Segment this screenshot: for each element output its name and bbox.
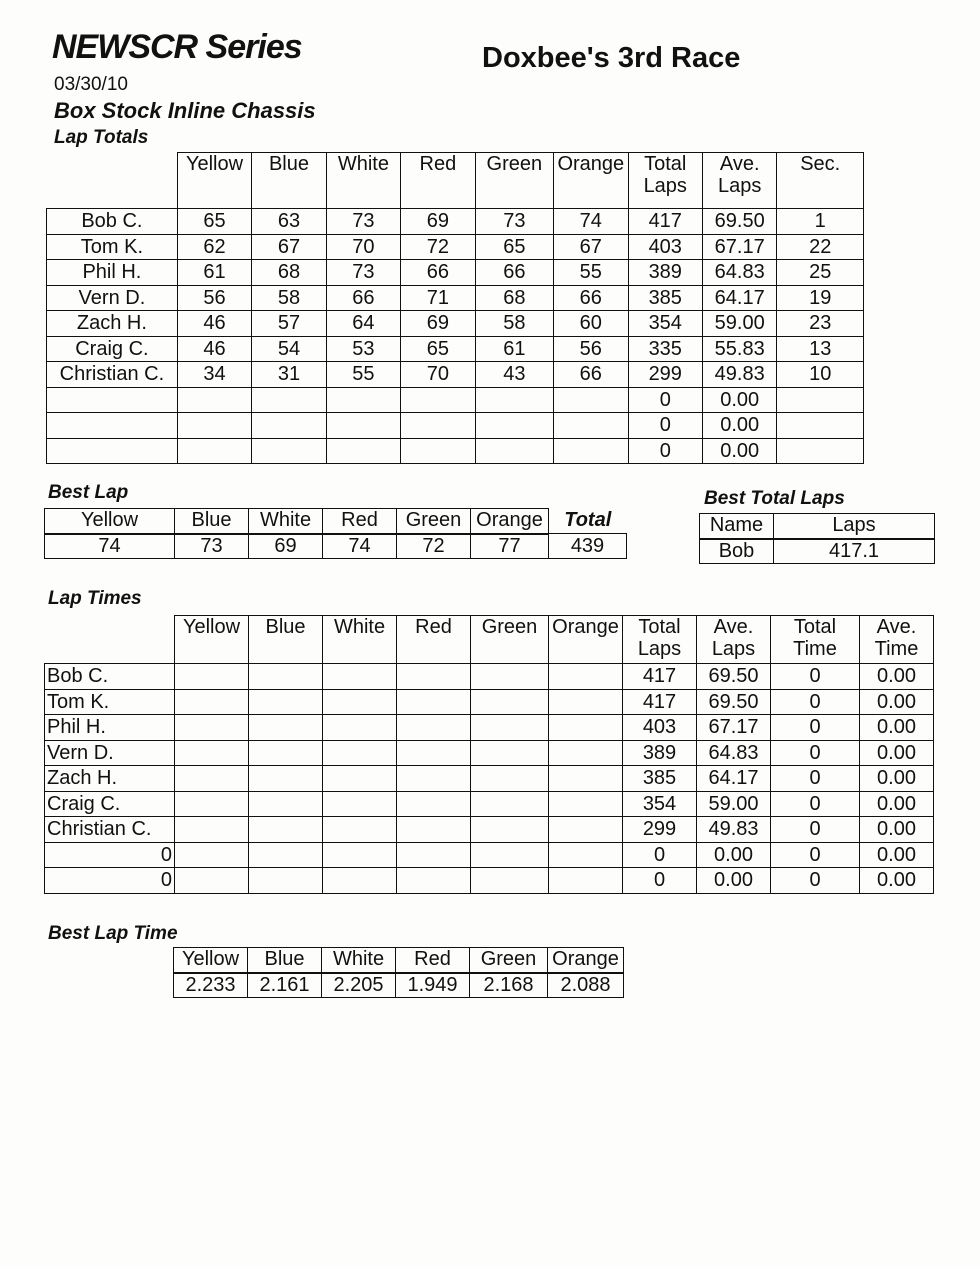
lap-times-cell: 69.50 bbox=[697, 664, 771, 690]
lap-totals-cell bbox=[177, 438, 251, 464]
lap-times-cell: 385 bbox=[623, 766, 697, 792]
lap-totals-cell bbox=[252, 413, 326, 439]
lap-totals-cell: 335 bbox=[628, 336, 702, 362]
lap-times-cell: 417 bbox=[623, 689, 697, 715]
lap-totals-row bbox=[47, 413, 864, 439]
lap-totals-cell bbox=[252, 387, 326, 413]
lap-times-cell bbox=[249, 868, 323, 894]
lap-times-cell bbox=[175, 791, 249, 817]
lap-totals-cell bbox=[326, 387, 400, 413]
lap-times-cell: 0.00 bbox=[697, 868, 771, 894]
lap-totals-cell: 61 bbox=[475, 336, 553, 362]
lap-times-cell: 0 bbox=[623, 868, 697, 894]
lap-totals-cell bbox=[475, 387, 553, 413]
best-lap-time-col-header: Yellow bbox=[174, 948, 248, 973]
lap-times-row bbox=[45, 791, 934, 817]
lap-times-col-header: Total Time bbox=[771, 616, 860, 664]
lap-times-cell bbox=[249, 740, 323, 766]
lap-times-cell bbox=[549, 868, 623, 894]
lap-times-cell: 0.00 bbox=[697, 842, 771, 868]
lap-times-cell bbox=[397, 689, 471, 715]
best-lap-col-header: Red bbox=[323, 509, 397, 534]
lap-times-cell bbox=[175, 740, 249, 766]
lap-times-cell bbox=[175, 868, 249, 894]
lap-totals-row bbox=[47, 234, 864, 260]
lap-totals-cell: 73 bbox=[475, 209, 553, 235]
best-lap-time-col-header: Blue bbox=[248, 948, 322, 973]
lap-times-row bbox=[45, 868, 934, 894]
lap-times-cell bbox=[397, 766, 471, 792]
lap-totals-cell bbox=[177, 413, 251, 439]
lap-times-cell bbox=[397, 842, 471, 868]
lap-totals-cell: 56 bbox=[177, 285, 251, 311]
lap-times-cell bbox=[549, 740, 623, 766]
lap-totals-cell: 22 bbox=[777, 234, 864, 260]
lap-times-cell bbox=[471, 791, 549, 817]
lap-times-cell bbox=[175, 715, 249, 741]
lap-times-cell: 67.17 bbox=[697, 715, 771, 741]
lap-times-cell bbox=[323, 766, 397, 792]
lap-times-cell bbox=[397, 868, 471, 894]
lap-totals-cell: 10 bbox=[777, 362, 864, 388]
lap-totals-cell: 67.17 bbox=[702, 234, 776, 260]
lap-times-cell bbox=[323, 868, 397, 894]
lap-times-cell: 0.00 bbox=[860, 817, 934, 843]
lap-totals-cell: 56 bbox=[554, 336, 628, 362]
lap-times-cell: 0.00 bbox=[860, 715, 934, 741]
lap-totals-cell: 66 bbox=[475, 260, 553, 286]
lap-times-cell bbox=[249, 689, 323, 715]
lap-totals-cell bbox=[252, 438, 326, 464]
best-lap-value: 74 bbox=[323, 534, 397, 559]
lap-times-col-header: White bbox=[323, 616, 397, 664]
lap-totals-cell: 0 bbox=[628, 438, 702, 464]
lap-totals-cell: 66 bbox=[401, 260, 475, 286]
lap-times-cell: 64.83 bbox=[697, 740, 771, 766]
lap-totals-cell: 71 bbox=[401, 285, 475, 311]
lap-totals-cell: 67 bbox=[252, 234, 326, 260]
lap-totals-cell: 63 bbox=[252, 209, 326, 235]
best-lap-time-label: Best Lap Time bbox=[48, 923, 178, 944]
lap-times-label: Lap Times bbox=[48, 588, 142, 609]
lap-totals-cell: 74 bbox=[554, 209, 628, 235]
series-title: NEWSCR Series bbox=[52, 28, 302, 66]
best-lap-time-value: 2.088 bbox=[548, 973, 624, 998]
lap-times-cell bbox=[397, 715, 471, 741]
lap-totals-cell bbox=[475, 413, 553, 439]
lap-totals-cell bbox=[554, 413, 628, 439]
racer-name: Christian C. bbox=[47, 362, 178, 388]
lap-totals-cell: 65 bbox=[401, 336, 475, 362]
lap-times-cell bbox=[397, 740, 471, 766]
lap-times-cell: 49.83 bbox=[697, 817, 771, 843]
lap-times-cell bbox=[175, 664, 249, 690]
lap-totals-cell: 64.83 bbox=[702, 260, 776, 286]
lap-totals-col-header: Blue bbox=[252, 153, 326, 209]
lap-times-row bbox=[45, 664, 934, 690]
lap-totals-cell: 403 bbox=[628, 234, 702, 260]
lap-totals-cell: 385 bbox=[628, 285, 702, 311]
lap-totals-cell bbox=[177, 387, 251, 413]
lap-times-cell: 0 bbox=[771, 664, 860, 690]
best-lap-time-col-header: White bbox=[322, 948, 396, 973]
lap-totals-cell: 389 bbox=[628, 260, 702, 286]
lap-times-row bbox=[45, 689, 934, 715]
racer-name: Zach H. bbox=[45, 766, 175, 792]
racer-name: Vern D. bbox=[47, 285, 178, 311]
best-lap-time-value: 2.205 bbox=[322, 973, 396, 998]
lap-totals-cell: 19 bbox=[777, 285, 864, 311]
lap-totals-cell: 54 bbox=[252, 336, 326, 362]
lap-times-cell bbox=[249, 715, 323, 741]
lap-times-col-header: Red bbox=[397, 616, 471, 664]
lap-times-cell: 64.17 bbox=[697, 766, 771, 792]
best-total-laps: 417.1 bbox=[774, 539, 935, 564]
lap-totals-cell: 64 bbox=[326, 311, 400, 337]
lap-totals-cell: 73 bbox=[326, 260, 400, 286]
lap-times-cell bbox=[323, 664, 397, 690]
lap-totals-col-header: Yellow bbox=[177, 153, 251, 209]
lap-times-cell: 0 bbox=[771, 766, 860, 792]
lap-totals-col-header: Red bbox=[401, 153, 475, 209]
lap-times-cell bbox=[323, 689, 397, 715]
lap-totals-cell: 25 bbox=[777, 260, 864, 286]
best-lap-table bbox=[44, 508, 627, 559]
lap-totals-cell: 70 bbox=[326, 234, 400, 260]
lap-times-cell bbox=[323, 817, 397, 843]
lap-times-cell: 0 bbox=[771, 791, 860, 817]
lap-times-cell: 0 bbox=[771, 842, 860, 868]
best-lap-value: 74 bbox=[45, 534, 175, 559]
best-total-laps-table bbox=[699, 513, 935, 564]
racer-name: 0 bbox=[45, 842, 175, 868]
class-title: Box Stock Inline Chassis bbox=[54, 98, 316, 123]
racer-name: Tom K. bbox=[45, 689, 175, 715]
lap-times-cell bbox=[471, 740, 549, 766]
lap-times-cell bbox=[549, 715, 623, 741]
lap-totals-label: Lap Totals bbox=[54, 127, 149, 148]
lap-times-cell: 0 bbox=[771, 740, 860, 766]
lap-times-cell: 0.00 bbox=[860, 842, 934, 868]
lap-times-cell bbox=[471, 842, 549, 868]
lap-times-cell: 0.00 bbox=[860, 766, 934, 792]
racer-name bbox=[47, 387, 178, 413]
lap-times-cell bbox=[471, 766, 549, 792]
lap-times-cell bbox=[323, 715, 397, 741]
lap-totals-cell: 58 bbox=[475, 311, 553, 337]
lap-totals-cell bbox=[777, 387, 864, 413]
best-lap-time-col-header: Red bbox=[396, 948, 470, 973]
lap-totals-cell bbox=[475, 438, 553, 464]
lap-times-cell: 69.50 bbox=[697, 689, 771, 715]
lap-totals-cell bbox=[401, 413, 475, 439]
best-lap-col-header: Green bbox=[397, 509, 471, 534]
best-lap-value: 77 bbox=[471, 534, 549, 559]
lap-times-cell bbox=[249, 791, 323, 817]
lap-times-row bbox=[45, 715, 934, 741]
racer-name: Christian C. bbox=[45, 817, 175, 843]
lap-totals-col-header: Orange bbox=[554, 153, 628, 209]
lap-times-cell bbox=[549, 817, 623, 843]
best-lap-time-table bbox=[173, 947, 624, 998]
lap-totals-cell: 55 bbox=[554, 260, 628, 286]
racer-name bbox=[47, 438, 178, 464]
lap-totals-row bbox=[47, 311, 864, 337]
lap-totals-col-header: Green bbox=[475, 153, 553, 209]
lap-totals-cell: 1 bbox=[777, 209, 864, 235]
lap-times-row bbox=[45, 842, 934, 868]
lap-totals-cell: 69.50 bbox=[702, 209, 776, 235]
racer-name: Zach H. bbox=[47, 311, 178, 337]
lap-totals-cell: 49.83 bbox=[702, 362, 776, 388]
best-lap-label: Best Lap bbox=[48, 482, 129, 503]
lap-times-cell: 417 bbox=[623, 664, 697, 690]
lap-times-col-header: Ave. Laps bbox=[697, 616, 771, 664]
lap-totals-table bbox=[46, 152, 864, 464]
lap-times-cell bbox=[549, 689, 623, 715]
lap-times-cell: 354 bbox=[623, 791, 697, 817]
lap-totals-cell: 68 bbox=[475, 285, 553, 311]
lap-totals-cell: 61 bbox=[177, 260, 251, 286]
lap-totals-cell: 0 bbox=[628, 387, 702, 413]
best-lap-time-value: 1.949 bbox=[396, 973, 470, 998]
lap-totals-cell: 65 bbox=[177, 209, 251, 235]
best-lap-value: 73 bbox=[175, 534, 249, 559]
lap-totals-col-header: Total Laps bbox=[628, 153, 702, 209]
lap-totals-row bbox=[47, 362, 864, 388]
lap-times-cell bbox=[323, 842, 397, 868]
lap-totals-row bbox=[47, 260, 864, 286]
lap-times-row bbox=[45, 740, 934, 766]
best-total-name-header: Name bbox=[700, 514, 774, 539]
lap-times-cell: 0 bbox=[623, 842, 697, 868]
lap-times-cell bbox=[549, 842, 623, 868]
lap-totals-cell: 46 bbox=[177, 336, 251, 362]
lap-totals-cell: 0.00 bbox=[702, 413, 776, 439]
lap-times-col-header: Yellow bbox=[175, 616, 249, 664]
lap-totals-cell: 66 bbox=[326, 285, 400, 311]
lap-times-col-header: Blue bbox=[249, 616, 323, 664]
best-lap-time-value: 2.161 bbox=[248, 973, 322, 998]
lap-totals-cell: 53 bbox=[326, 336, 400, 362]
lap-times-cell: 0 bbox=[771, 689, 860, 715]
lap-totals-cell: 65 bbox=[475, 234, 553, 260]
racer-name: 0 bbox=[45, 868, 175, 894]
lap-totals-cell: 299 bbox=[628, 362, 702, 388]
lap-times-cell bbox=[471, 689, 549, 715]
lap-totals-col-header: Ave. Laps bbox=[702, 153, 776, 209]
lap-times-cell bbox=[549, 791, 623, 817]
lap-totals-cell: 62 bbox=[177, 234, 251, 260]
lap-totals-cell: 60 bbox=[554, 311, 628, 337]
lap-totals-cell: 55.83 bbox=[702, 336, 776, 362]
racer-name: Craig C. bbox=[45, 791, 175, 817]
racer-name: Vern D. bbox=[45, 740, 175, 766]
best-lap-col-header: Yellow bbox=[45, 509, 175, 534]
lap-times-col-header: Ave. Time bbox=[860, 616, 934, 664]
lap-totals-cell: 354 bbox=[628, 311, 702, 337]
racer-name: Bob C. bbox=[47, 209, 178, 235]
lap-totals-row bbox=[47, 387, 864, 413]
lap-totals-cell: 69 bbox=[401, 209, 475, 235]
lap-totals-cell: 34 bbox=[177, 362, 251, 388]
best-lap-value: 72 bbox=[397, 534, 471, 559]
lap-totals-cell: 43 bbox=[475, 362, 553, 388]
lap-totals-cell bbox=[554, 438, 628, 464]
lap-times-cell: 299 bbox=[623, 817, 697, 843]
lap-totals-cell: 417 bbox=[628, 209, 702, 235]
lap-times-cell bbox=[323, 740, 397, 766]
lap-totals-cell: 66 bbox=[554, 362, 628, 388]
lap-totals-cell: 0 bbox=[628, 413, 702, 439]
lap-times-cell bbox=[249, 664, 323, 690]
best-total-name: Bob bbox=[700, 539, 774, 564]
lap-totals-cell: 46 bbox=[177, 311, 251, 337]
lap-totals-row bbox=[47, 285, 864, 311]
lap-totals-cell bbox=[326, 438, 400, 464]
lap-times-cell: 0 bbox=[771, 715, 860, 741]
lap-totals-col-header: White bbox=[326, 153, 400, 209]
racer-name: Tom K. bbox=[47, 234, 178, 260]
lap-times-cell: 0.00 bbox=[860, 664, 934, 690]
lap-times-table bbox=[44, 615, 934, 894]
lap-times-cell bbox=[397, 817, 471, 843]
lap-totals-cell: 66 bbox=[554, 285, 628, 311]
lap-totals-cell: 58 bbox=[252, 285, 326, 311]
lap-times-cell bbox=[175, 689, 249, 715]
lap-times-cell bbox=[397, 791, 471, 817]
best-lap-col-header: White bbox=[249, 509, 323, 534]
lap-totals-cell: 69 bbox=[401, 311, 475, 337]
lap-times-cell bbox=[175, 766, 249, 792]
lap-totals-cell: 72 bbox=[401, 234, 475, 260]
lap-times-cell: 59.00 bbox=[697, 791, 771, 817]
lap-totals-cell bbox=[777, 438, 864, 464]
best-lap-time-col-header: Orange bbox=[548, 948, 624, 973]
lap-totals-cell: 31 bbox=[252, 362, 326, 388]
lap-totals-row bbox=[47, 438, 864, 464]
lap-totals-cell bbox=[326, 413, 400, 439]
lap-times-cell: 0 bbox=[771, 868, 860, 894]
lap-totals-cell: 0.00 bbox=[702, 387, 776, 413]
lap-totals-cell: 70 bbox=[401, 362, 475, 388]
lap-times-row bbox=[45, 766, 934, 792]
race-title: Doxbee's 3rd Race bbox=[482, 42, 741, 74]
race-date: 03/30/10 bbox=[54, 74, 128, 95]
lap-totals-cell: 0.00 bbox=[702, 438, 776, 464]
lap-times-cell: 0 bbox=[771, 817, 860, 843]
lap-times-cell: 0.00 bbox=[860, 689, 934, 715]
lap-totals-cell: 59.00 bbox=[702, 311, 776, 337]
best-total-laps-label: Best Total Laps bbox=[704, 488, 845, 509]
lap-totals-col-header: Sec. bbox=[777, 153, 864, 209]
best-lap-value: 69 bbox=[249, 534, 323, 559]
lap-times-cell bbox=[471, 868, 549, 894]
best-lap-col-header: Blue bbox=[175, 509, 249, 534]
lap-times-cell: 0.00 bbox=[860, 868, 934, 894]
lap-times-cell bbox=[249, 842, 323, 868]
best-lap-time-value: 2.168 bbox=[470, 973, 548, 998]
lap-times-cell: 0.00 bbox=[860, 740, 934, 766]
lap-times-cell bbox=[249, 766, 323, 792]
lap-totals-cell: 64.17 bbox=[702, 285, 776, 311]
lap-totals-cell: 13 bbox=[777, 336, 864, 362]
best-lap-col-header: Orange bbox=[471, 509, 549, 534]
lap-times-cell bbox=[471, 715, 549, 741]
lap-times-cell bbox=[471, 664, 549, 690]
lap-totals-cell bbox=[401, 387, 475, 413]
best-lap-time-col-header: Green bbox=[470, 948, 548, 973]
lap-totals-cell: 57 bbox=[252, 311, 326, 337]
racer-name: Craig C. bbox=[47, 336, 178, 362]
lap-totals-cell: 23 bbox=[777, 311, 864, 337]
lap-times-cell bbox=[249, 817, 323, 843]
lap-times-col-header: Orange bbox=[549, 616, 623, 664]
lap-totals-cell: 68 bbox=[252, 260, 326, 286]
lap-times-corner bbox=[45, 616, 175, 664]
lap-times-cell bbox=[397, 664, 471, 690]
lap-times-cell bbox=[323, 791, 397, 817]
lap-times-col-header: Green bbox=[471, 616, 549, 664]
racer-name: Bob C. bbox=[45, 664, 175, 690]
lap-totals-cell: 55 bbox=[326, 362, 400, 388]
lap-times-row bbox=[45, 817, 934, 843]
lap-times-cell bbox=[175, 817, 249, 843]
lap-times-cell bbox=[471, 817, 549, 843]
lap-totals-cell bbox=[554, 387, 628, 413]
lap-times-col-header: Total Laps bbox=[623, 616, 697, 664]
lap-totals-row bbox=[47, 209, 864, 235]
best-total-laps-header: Laps bbox=[774, 514, 935, 539]
lap-times-cell: 403 bbox=[623, 715, 697, 741]
best-lap-time-value: 2.233 bbox=[174, 973, 248, 998]
best-lap-total-value: 439 bbox=[549, 534, 627, 559]
lap-totals-cell: 73 bbox=[326, 209, 400, 235]
lap-totals-cell bbox=[401, 438, 475, 464]
lap-totals-cell bbox=[777, 413, 864, 439]
racer-name: Phil H. bbox=[47, 260, 178, 286]
lap-times-cell: 389 bbox=[623, 740, 697, 766]
lap-totals-row bbox=[47, 336, 864, 362]
lap-times-cell bbox=[549, 766, 623, 792]
best-lap-total-header: Total bbox=[564, 509, 612, 532]
lap-times-cell: 0.00 bbox=[860, 791, 934, 817]
lap-times-cell bbox=[175, 842, 249, 868]
lap-times-cell bbox=[549, 664, 623, 690]
lap-totals-cell: 67 bbox=[554, 234, 628, 260]
lap-totals-corner bbox=[47, 153, 178, 209]
racer-name: Phil H. bbox=[45, 715, 175, 741]
racer-name bbox=[47, 413, 178, 439]
